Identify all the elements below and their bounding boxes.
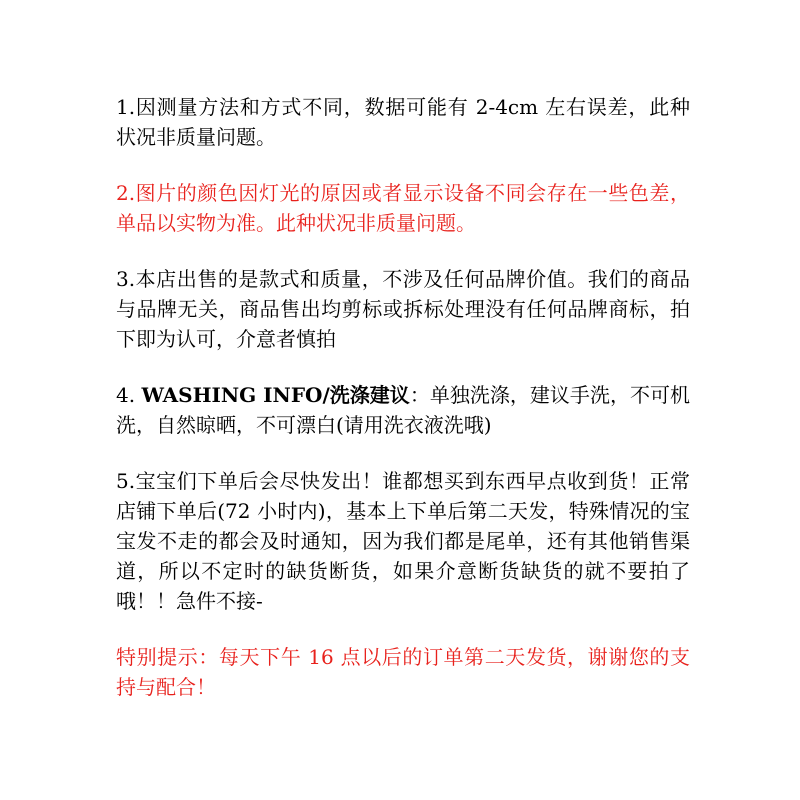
measurement-note: 1.因测量方法和方式不同，数据可能有 2-4cm 左右误差，此种状况非质量问题。: [116, 95, 690, 149]
washing-info-number: 4.: [116, 383, 142, 407]
washing-info-note: [116, 380, 690, 440]
brand-disclaimer-note: 3.本店出售的是款式和质量，不涉及任何品牌价值。我们的商品与品牌无关，商品售出均剪标或拆标处理没有任何品牌商标，拍下即为认可，介意者慎拍: [116, 267, 690, 351]
special-reminder: 特别提示：每天下午 16 点以后的订单第二天发货，谢谢您的支持与配合！: [116, 645, 690, 699]
washing-info-heading: WASHING INFO/洗涤建议: [141, 383, 410, 407]
color-difference-note: 2.图片的颜色因灯光的原因或者显示设备不同会存在一些色差，单品以实物为准。此种状况非质量问题。: [116, 181, 690, 235]
washing-info-body: ：单独洗涤，建议手洗，不可机洗，自然晾晒，不可漂白(请用洗衣液洗哦): [116, 383, 691, 437]
shipping-note: 5.宝宝们下单后会尽快发出！谁都想买到东西早点收到货！正常店铺下单后(72 小时内)，基本上下单后第二天发，特殊情况的宝宝发不走的都会及时通知，因为我们都是尾单，还有其他销售渠道，所以不定时的缺货断货，如果介意断货缺货的就不要拍了哦！！急件不接-: [116, 469, 690, 613]
notice-text-block: [116, 92, 690, 728]
